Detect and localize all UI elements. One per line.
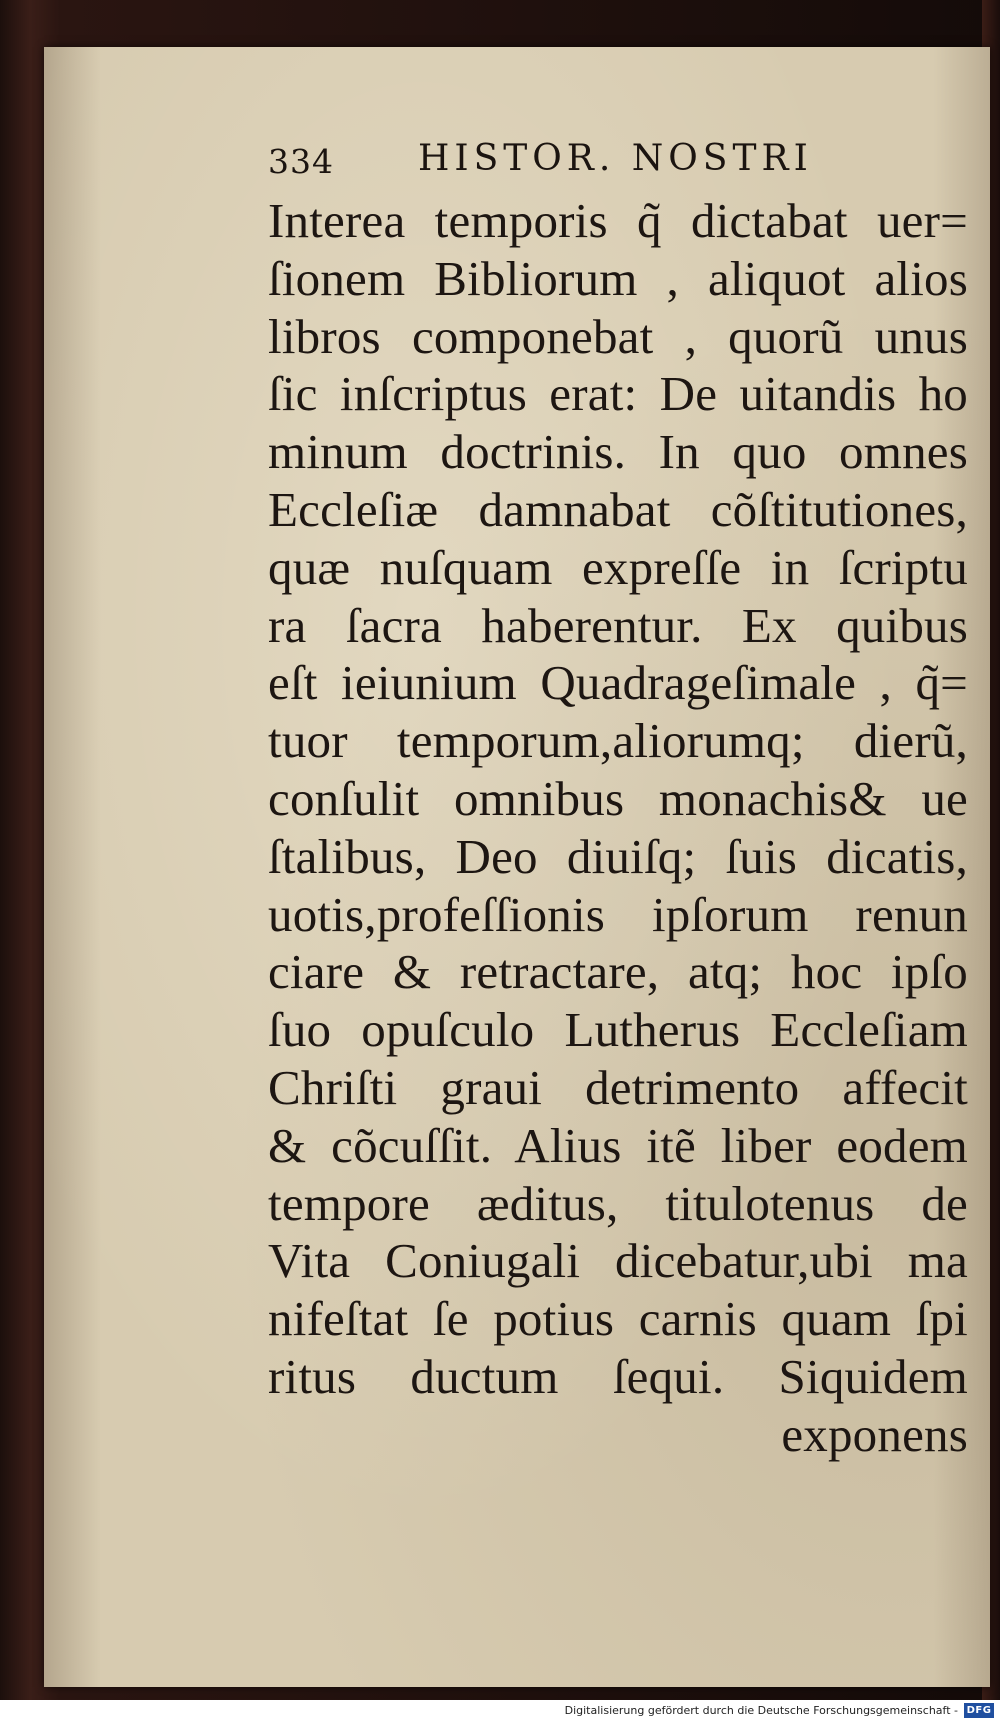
text-line: Eccleſiæ damnabat cõſtitutiones, xyxy=(268,481,968,537)
catchword: exponens xyxy=(781,1406,968,1462)
text-line: ra ſacra haberentur. Ex quibus xyxy=(268,597,968,653)
footer-credit: Digitalisierung gefördert durch die Deutsche Forschungsgemeinschaft - xyxy=(564,1704,958,1717)
text-line: Chriſti graui detrimento affecit xyxy=(268,1059,968,1115)
body-text xyxy=(268,192,968,1464)
text-line: ritus ductum ſequi. Siquidem xyxy=(268,1348,968,1404)
text-line: eſt ieiunium Quadrageſimale , q̃= xyxy=(268,655,968,711)
text-line: ſionem Bibliorum , aliquot alios xyxy=(268,250,968,306)
text-line: libros componebat , quorũ unus xyxy=(268,308,968,364)
text-line: ſic inſcriptus erat: De uitandis ho xyxy=(268,366,968,422)
text-line: ſtalibus, Deo diuiſq; ſuis dicatis, xyxy=(268,828,968,884)
text-line: Vita Coniugali dicebatur,ubi ma xyxy=(268,1233,968,1289)
text-line: & cõcuſſit. Alius itẽ liber eodem xyxy=(268,1117,968,1173)
text-line: tuor temporum,aliorumq; dierũ, xyxy=(268,713,968,769)
text-line: ſuo opuſculo Lutherus Eccleſiam xyxy=(268,1002,968,1058)
text-line: ciare & retractare, atq; hoc ipſo xyxy=(268,944,968,1000)
text-line: conſulit omnibus monachis& ue xyxy=(268,770,968,826)
text-line: quæ nuſquam expreſſe in ſcriptu xyxy=(268,539,968,595)
page-number: 334 xyxy=(268,142,334,181)
text-line: nifeſtat ſe potius carnis quam ſpi xyxy=(268,1291,968,1347)
text-line: tempore æditus, titulotenus de xyxy=(268,1175,968,1231)
running-head: HISTOR. NOSTRI xyxy=(418,138,813,179)
digitization-footer xyxy=(0,1700,1000,1723)
text-line: Interea temporis q̃ dictabat uer= xyxy=(268,193,968,248)
text-line: uotis,profeſſionis ipſorum renun xyxy=(268,886,968,942)
text-line: minum doctrinis. In quo omnes xyxy=(268,424,968,480)
page-header xyxy=(268,138,868,188)
dfg-logo: DFG xyxy=(964,1703,994,1718)
